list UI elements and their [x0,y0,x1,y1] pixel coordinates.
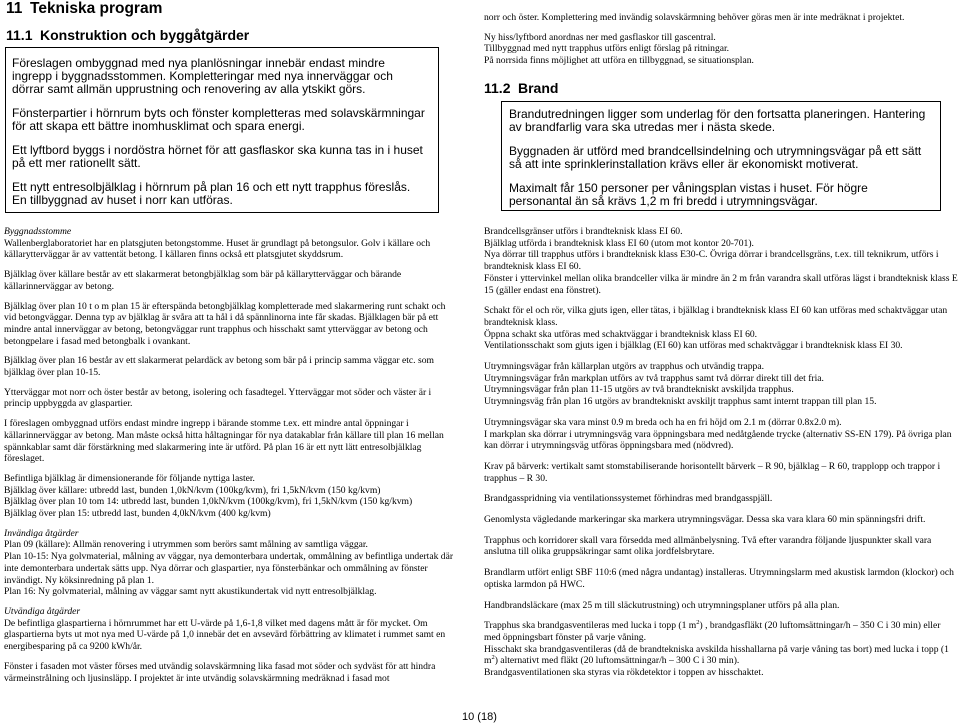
left-column [4,226,454,684]
summary-box-brand [501,101,941,211]
text-part: Trapphus ska brandgasventileras med lucka i topp (1 m [484,620,697,632]
fire-line: Genomlysta vägledande markeringar ska markera utrymningsvägar. Dessa ska vara klara 60 min spänningsfri drift. [484,514,926,526]
right-top-text [484,12,958,67]
chapter-number: 11 [6,0,23,17]
fire-line: Öppna schakt ska utföras med schaktväggar i brandteknisk klass EI 60. [484,328,758,340]
fire-line: Brandlarm utfört enligt SBF 110:6 (med några undantag) installeras. Utrymningslarm med akustisk larmdon (klockor) och optiska larmdon på HWC. [484,567,954,590]
fire-line [484,644,958,667]
text-line: På norrsida finns möjlighet att utföra en tillbyggnad, se situationsplan. [484,55,754,67]
paragraph: I föreslagen ombyggnad utförs endast mindre ingrepp i bärande stomme t.ex. ett mindre antal öppningar i källarinnerväggar av betong. Man måste också hitta håltagningar för nya datakablar från källare till plan 16 mellan spännkablar samt där förstärkning med slakarmering inte är utförd. På plan 16 är ett nytt lätt entresolbjälklag föreslaget. [4,418,444,465]
fire-line: Utrymningsvägar från plan 11-15 utgörs av två brandtekniskt avskiljda trapphus. [484,384,794,396]
fire-line: Nya dörrar till trapphus utförs i brandteknisk klass E30-C. Övriga dörrar i brandcellsgräns, t.ex. till teknikrum, utförs i brandteknisk klass EI 60. [484,249,939,273]
text-part: Hisschakt ska brandgasventileras (då de brandtekniska avskilda hisshallarna på varje våning tas bort) med lucka i topp (1 m [484,643,949,667]
section-number: 11.1 [6,27,33,43]
paragraph: Befintliga bjälklag är dimensionerande för följande nyttiga laster. [4,472,255,484]
continuation-text: norr och öster. Komplettering med invändig solavskärmning behöver göras men är inte medräknat i projektet. [484,12,905,23]
box-paragraph: Brandutredningen ligger som underlag för den fortsatta planeringen. Hantering av brandfarlig vara ska utredas mer i nästa skede. [509,107,926,134]
subheading-invandiga: Invändiga åtgärder [4,527,79,539]
fire-line: Bjälklag utförda i brandteknisk klass EI 60 (utom mot kontor 20-701). [484,237,754,249]
load-line: Bjälklag över plan 10 tom 14: utbredd last, bunden 1,0kN/kvm (100kg/kvm), fri 1,5kN/kvm (150 kg/kvm) [4,496,413,508]
fire-line: Utrymningsväg från plan 16 utgörs av brandtekniskt avskiljt trapphus samt internt trappan till plan 15. [484,396,877,408]
box-paragraph: Byggnaden är utförd med brandcellsindelning och utrymningsvägar på ett sätt så att inte sprinklerinstallation krävs eller är ekonomiskt motiverat. [509,144,922,171]
box-paragraph: Maximalt får 150 personer per våningsplan vistas i huset. För högre personantal än så krävs 1,2 m fri bredd i utrymningsvägar. [509,181,868,208]
box-paragraph: Ett lyftbord byggs i nordöstra hörnet för att gasflaskor ska kunna tas in i huset på ett mer rationellt sätt. [12,143,423,170]
chapter-heading [6,0,162,18]
fire-line: Utrymningsvägar ska vara minst 0.9 m breda och ha en fri höjd om 2.1 m (dörrar 0.8x2.0 m). [484,416,842,428]
section-number: 11.2 [484,80,511,96]
box-paragraph: Fönsterpartier i hörnrum byts och fönster kompletteras med solavskärmningar för att skapa ett bättre inomhusklimat och spara energi. [12,106,425,133]
fire-line: Brandgasventilationen ska styras via rökdetektor i toppen av hisschaktet. [484,667,764,679]
paragraph: Ytterväggar mot norr och öster består av betong, isolering och fasadtegel. Ytterväggar mot söder och väster är i princip uppbyggda av glaspartier. [4,386,432,410]
paragraph: Wallenberglaboratoriet har en platsgjuten betongstomme. Huset är grundlagt på betongsulor. Golv i källare och källarytterväggar är av vattentät betong. I källaren finns också ett platsgjutet skyddsrum. [4,237,431,261]
load-line: Bjälklag över källare: utbredd last, bunden 1,0kN/kvm (100kg/kvm), fri 1,5kN/kvm (150 kg/kvm) [4,484,381,496]
paragraph: Bjälklag över plan 10 t o m plan 15 är efterspända betongbjälklag kompletterade med slakarmering runt schakt och vid betongväggar. Denna typ av bjälklag är svåra att ta hål i då spännlinorna inte får skadas. Bjälklagen bär på ett mindre antal innerväggar av betong, betongväggar runt trapphus och hisschakt samt ytterväggar av betong och betongpelare i fasad med betongbalk i ovankant. [4,300,446,347]
section-title: Brand [518,80,559,96]
paragraph: Plan 10-15: Nya golvmaterial, målning av väggar, nya demonterbara undertak, ommålning av befintliga undertak där inte demonterbara undertak sätts upp. Nya dörrar och glaspartier, nya fönsterbänkar och ommålning av fönster invändigt. Ny köksinredning på plan 1. [4,551,454,586]
text-part: ) , brandgasfläkt (20 luftomsättningar/h – 350 C i 30 min) eller med öppningsbart fönster på varje våning. [484,620,941,643]
text-part: ) alternativt med fläkt (20 luftomsättningar/h – 300 C i 30 min). [494,655,740,667]
chapter-title: Tekniska program [30,0,163,17]
fire-line: Krav på bärverk: vertikalt samt stomstabiliserande horisontellt bärverk – R 90, bjälklag – R 60, trapplopp och trappor i trapphus – R 30. [484,460,941,484]
fire-line: I markplan ska dörrar i utrymningsväg vara öppningsbara med nedåtgående trycke (alternativ SS-EN 179). På övriga plan kan dörrar i utrymningsväg utföras öppningsbara med (nödvred). [484,428,952,452]
page-number: 10 (18) [462,711,497,723]
subheading-byggnadsstomme: Byggnadsstomme [4,226,72,237]
paragraph: Fönster i fasaden mot väster förses med utvändig solavskärmning lika fasad mot söder och sydväst för att hindra värmeinstrålning och ljusinsläpp. I projektet är inte utvändig solavskärmning medräknad i fasad mot [4,660,436,684]
paragraph: Plan 16: Ny golvmaterial, målning av väggar samt nytt akustikundertak vid nytt entresolbjälklag. [4,586,377,598]
fire-line: Utrymningsvägar från markplan utförs av två trapphus samt två dörrar direkt till det fria. [484,372,824,384]
fire-line: Ventilationsschakt som gjuts igen i bjälklag (EI 60) kan utföras med schaktväggar i brandteknisk klass EI 30. [484,340,903,352]
fire-line: Fönster i yttervinkel mellan olika brandceller vilka är mindre än 2 m från varandra skall utföras lägst i brandteknisk klass E 15 (gäller endast ena fönstret). [484,272,958,296]
load-line: Bjälklag över plan 15: utbredd last, bunden 4,0kN/kvm (400 kg/kvm) [4,508,271,520]
fire-line: Trapphus och korridorer skall vara försedda med allmänbelysning. Två efter varandra följande ljuspunkter skall vara anslutna till olika gruppsäkringar samt olika jordfelsbrytare. [484,534,932,558]
paragraph: Plan 09 (källare): Allmän renovering i utrymmen som berörs samt målning av samtliga väggar. [4,539,368,551]
fire-line: Handbrandsläckare (max 25 m till släckutrustning) och utrymningsplaner utförs på alla plan. [484,599,840,611]
fire-line: Brandcellsgränser utförs i brandteknisk klass EI 60. [484,226,683,237]
summary-box-konstruktion [5,47,439,213]
box-paragraph: Föreslagen ombyggnad med nya planlösningar innebär endast mindre ingrepp i byggnadsstommen. Kompletteringar med nya innerväggar och dörrar samt allmän upprustning och renovering av alla ytskikt görs. [12,56,393,96]
paragraph: Bjälklag över källare består av ett slakarmerat betongbjälklag som bär på källarytterväggar och bärande källarinnerväggar av betong. [4,269,402,292]
paragraph: De befintliga glaspartierna i hörnrummet har ett U-värde på 1,6-1,8 vilket med dagens mått är för mycket. Om glaspartierna byts ut mot nya med U-värde på 1,0 innebär det en avsevärd förbättring av klimatet i rummet samt en energibesparing på ca 9200 kWh/år. [4,617,446,653]
superscript: 2 [696,619,700,627]
fire-line: Brandgasspridning via ventilationssystemet förhindras med brandgasspjäll. [484,493,773,505]
subheading-utvandiga: Utvändiga åtgärder [4,605,81,617]
text-line: Tillbyggnad med nytt trapphus utförs enligt förslag på ritningar. [484,43,730,55]
text-line: Ny hiss/lyftbord anordnas ner med gasflaskor till gascentral. [484,31,716,43]
section-heading-11-2 [484,80,558,96]
fire-line: Schakt för el och rör, vilka gjuts igen, eller tätas, i bjälklag i brandteknisk klass EI 60 kan utföras med schaktväggar utan brandteknisk klass. [484,305,948,328]
box-paragraph: Ett nytt entresolbjälklag i hörnrum på plan 16 och ett nytt trapphus föreslås. En tillbyggnad av huset i norr kan utföras. [12,180,411,207]
superscript: 2 [491,654,495,662]
paragraph: Bjälklag över plan 16 består av ett slakarmerat pelardäck av betong som bär på i princip samma väggar etc. som bjälklag över plan 10-15. [4,355,434,379]
section-heading-11-1 [6,27,249,43]
section-title: Konstruktion och byggåtgärder [40,27,250,43]
fire-line [484,620,958,643]
fire-line: Utrymningsvägar från källarplan utgörs av trapphus och utvändig trappa. [484,361,765,373]
right-column [484,226,958,679]
